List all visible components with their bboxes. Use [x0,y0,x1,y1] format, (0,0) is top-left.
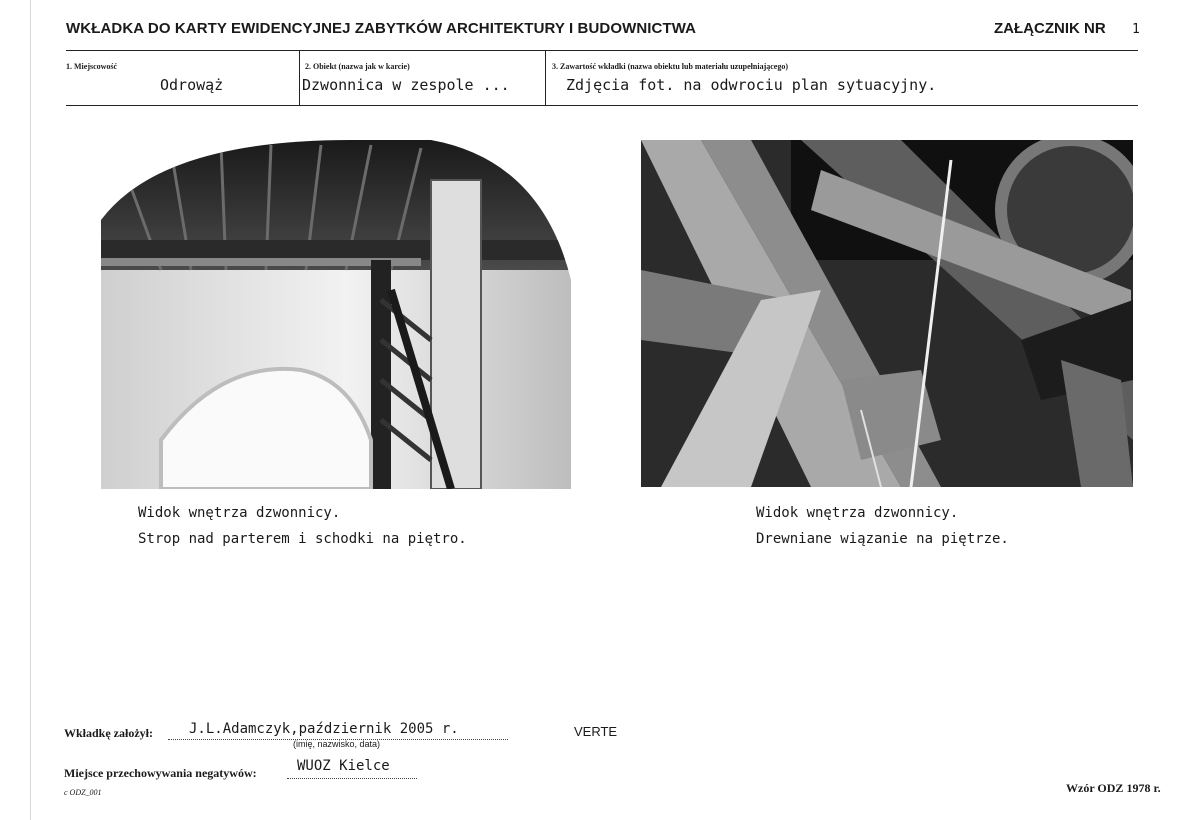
created-by-label: Wkładkę założył: [64,726,153,740]
form-code: c ODZ_001 [64,788,102,797]
annex-number: 1 [1132,22,1140,37]
object-value: Dzwonnica w zespole ... [302,76,510,94]
photo-2-caption-line-1: Widok wnętrza dzwonnicy. [756,505,959,521]
locality-label: 1. Miejscowość [66,62,118,71]
verte-label: VERTE [574,724,618,739]
created-by-hint: (imię, nazwisko, data) [293,739,381,749]
object-label: 2. Obiekt (nazwa jak w karcie) [305,62,410,71]
photo-1-image [101,140,593,489]
photo-wooden-truss [641,140,1133,487]
annex-label: ZAŁĄCZNIK NR [994,20,1106,37]
negatives-location-label: Miejsce przechowywania negatywów: [64,766,257,780]
form-title: WKŁADKA DO KARTY EWIDENCYJNEJ ZABYTKÓW ARCHITEKTURY I BUDOWNICTWA [66,20,697,37]
content-value: Zdjęcia fot. na odwrociu plan sytuacyjny. [566,76,937,94]
negatives-dotted-line [287,778,417,779]
field-divider-1 [299,51,300,106]
negatives-location-value: WUOZ Kielce [297,758,390,774]
photo-2-image [641,140,1133,487]
page-edge [30,0,31,820]
form-model: Wzór ODZ 1978 r. [1066,781,1161,795]
photo-2-caption [756,500,1009,552]
photo-1-caption-line-2: Strop nad parterem i schodki na piętro. [138,531,467,547]
content-label: 3. Zawartość wkładki (nazwa obiektu lub materiału uzupełniającego) [552,62,789,71]
created-by-value: J.L.Adamczyk,październik 2005 r. [189,721,459,737]
header-top-rule [66,50,1138,51]
photo-1-caption-line-1: Widok wnętrza dzwonnicy. [138,505,341,521]
photo-1-caption [138,500,467,552]
field-divider-2 [545,51,546,106]
photo-2-caption-line-2: Drewniane wiązanie na piętrze. [756,531,1009,547]
photo-interior-ceiling-stairs [101,140,593,489]
locality-value: Odrowąż [160,76,224,94]
header-bottom-rule [66,105,1138,106]
